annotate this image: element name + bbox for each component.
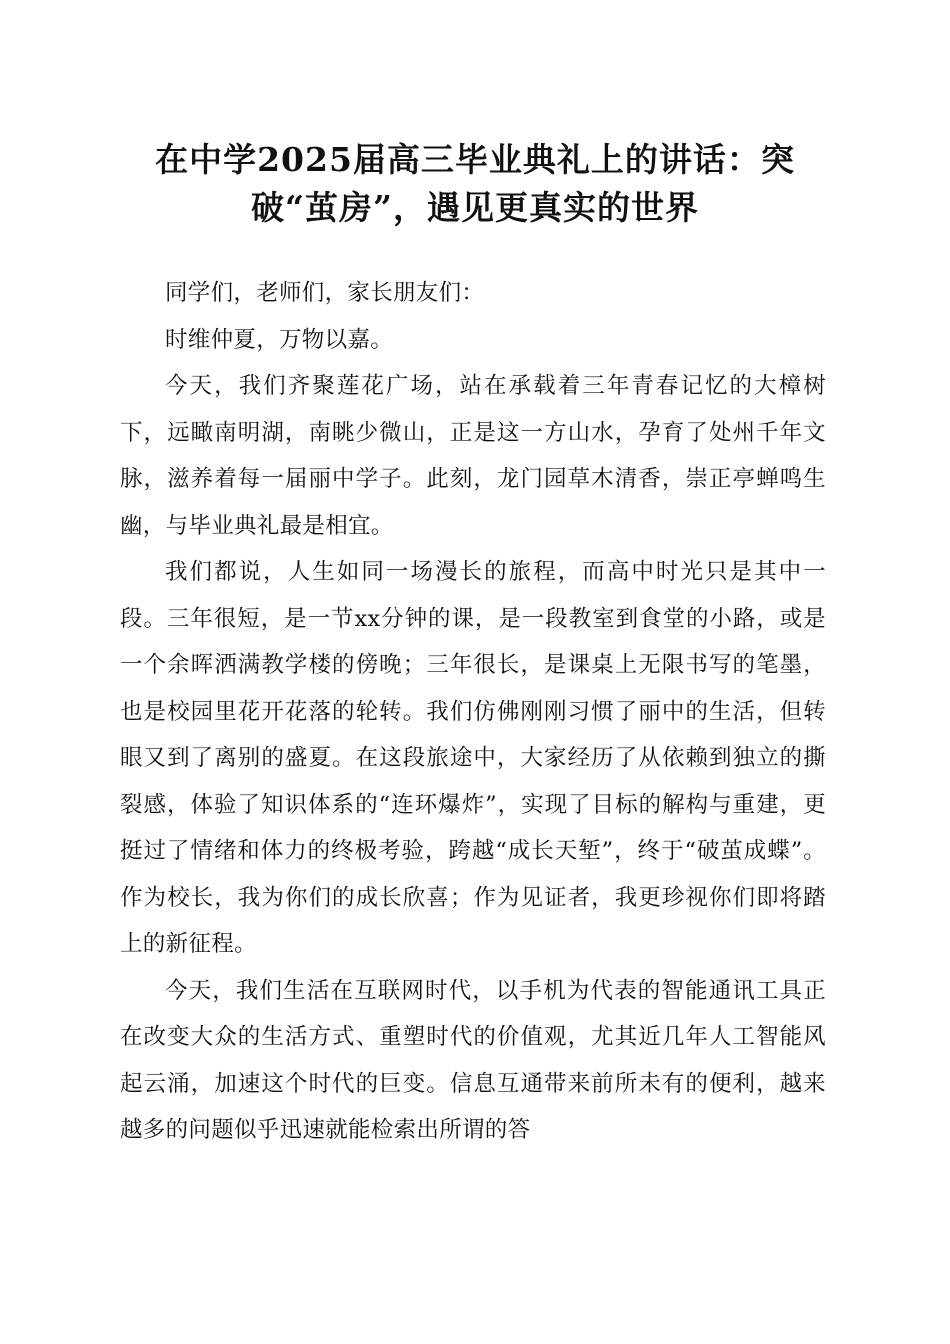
body-paragraph: 今天，我们齐聚莲花广场，站在承载着三年青春记忆的大樟树下，远瞰南明湖，南眺少微山，正是这一方山水，孕育了处州千年文脉，滋养着每一届丽中学子。此刻，龙门园草木清香，崇正亭蝉鸣生幽，与毕业典礼最是相宜。 — [120, 373, 826, 539]
opening-paragraph: 时维仲夏，万物以嘉。 — [165, 326, 394, 353]
title-line-1: 在中学2025届高三毕业典礼上的讲话：突 — [155, 140, 795, 179]
salutation-paragraph: 同学们，老师们，家长朋友们： — [165, 280, 485, 306]
document-title — [120, 136, 830, 232]
title-line-2: 破“茧房”，遇见更真实的世界 — [251, 188, 699, 227]
body-paragraph: 我们都说，人生如同一场漫长的旅程，而高中时光只是其中一段。三年很短，是一节xx分钟的课，是一段教室到食堂的小路，或是一个余晖洒满教学楼的傍晚；三年很长，是课桌上无限书写的笔墨，也是校园里花开花落的轮转。我们仿佛刚刚习惯了丽中的生活，但转眼又到了离别的盛夏。在这段旅途中，大家经历了从依赖到独立的撕裂感，体验了知识体系的“连环爆炸”，实现了目标的解构与重建，更挺过了情绪和体力的终极考验，跨越“成长天堑”，终于“破茧成蝶”。作为校长，我为你们的成长欣喜；作为见证者，我更珍视你们即将踏上的新征程。 — [120, 559, 826, 957]
speech-body — [120, 270, 826, 1154]
body-paragraph: 今天，我们生活在互联网时代，以手机为代表的智能通讯工具正在改变大众的生活方式、重塑时代的价值观，尤其近几年人工智能风起云涌，加速这个时代的巨变。信息互通带来前所未有的便利，越来越多的问题似乎迅速就能检索出所谓的答 — [120, 977, 826, 1143]
